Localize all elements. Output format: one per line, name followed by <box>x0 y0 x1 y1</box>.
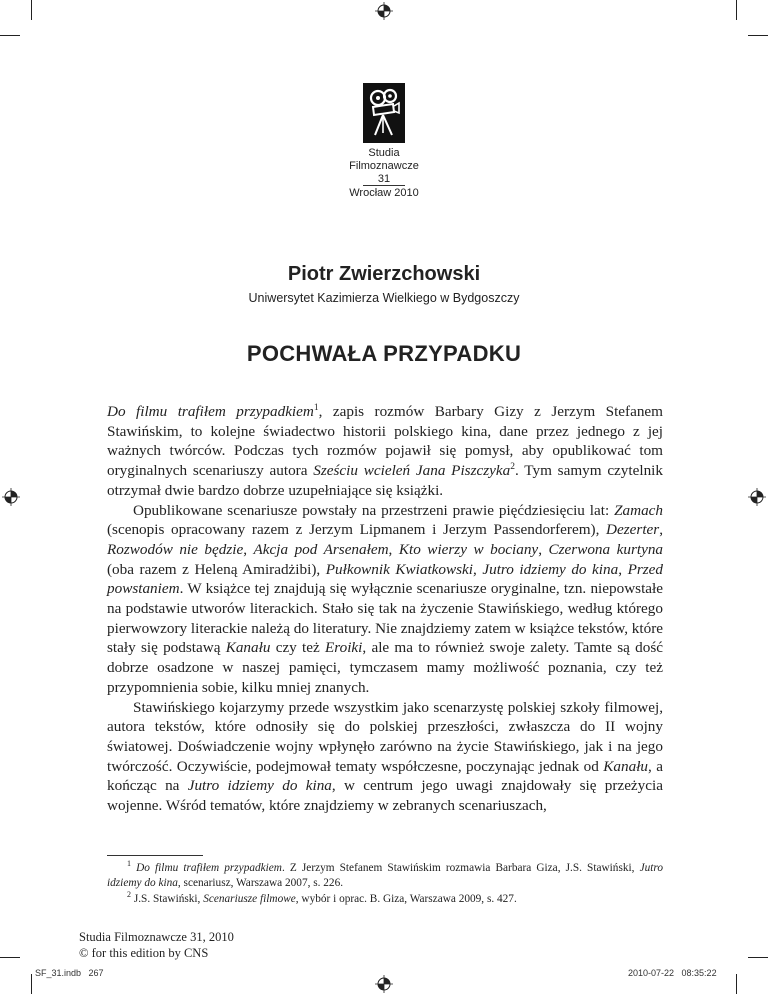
crop-mark-top-left-v <box>31 0 32 20</box>
volume-divider <box>363 185 405 186</box>
text-run: , a kończąc na <box>107 757 663 795</box>
text-run: , <box>243 540 254 558</box>
registration-mark-left-icon <box>2 488 20 506</box>
text-run: czy też <box>270 639 325 657</box>
text-run: Stawińskiego kojarzymy przede wszystkim jako scenarzystę polskiej szkoły filmowej, autora tekstów, które odnosiły się do polskiej przeszłości, zwłaszcza do II wojny światowej. Doświadczenie wojny wpłynęło zarówno na życie Stawińskiego, jak i na jego twórczość. Oczywiście, podejmował tematy współczesne, poczynając jednak od <box>107 698 663 775</box>
text-run: , ale ma to również swoje zalety. Tamte są dość dobrze osadzone w naszej pamięci, tymczasem mamy możliwość poznania, czy też przypomnienia sobie, kilku mniej znanych. <box>107 639 663 696</box>
text-run: , w centrum jego uwagi znajdowały się przeżycia wojenne. Wśród tematów, które znajdziemy w zebranych scenariuszach, <box>107 777 663 815</box>
author-name: Piotr Zwierzchowski <box>287 263 481 285</box>
film-title: Jutro idziemy do kina <box>187 777 332 795</box>
text-run: , <box>659 521 663 539</box>
crop-mark-top-left-h <box>0 35 20 36</box>
film-camera-logo-icon <box>363 83 405 143</box>
book-title: Do filmu trafiłem przypadkiem <box>136 862 282 874</box>
crop-mark-bottom-left-h <box>0 957 20 958</box>
journal-place-year: Wrocław 2010 <box>349 187 419 199</box>
footnote-number: 2 <box>127 890 131 900</box>
film-title: Rozwodów nie będzie <box>107 540 244 558</box>
crop-mark-bottom-left-v <box>31 974 32 994</box>
article-title: POCHWAŁA PRZYPADKU <box>246 341 522 366</box>
journal-name-line2: Filmoznawcze <box>349 160 419 172</box>
text-run: , <box>388 540 399 558</box>
journal-name-line1: Studia <box>368 147 400 159</box>
paragraph-1 <box>107 402 663 501</box>
journal-volume: 31 <box>377 173 391 185</box>
author-affiliation: Uniwersytet Kazimierza Wielkiego w Bydgoszczy <box>248 291 520 305</box>
text-run: , wybór i oprac. B. Giza, Warszawa 2009, s. 427. <box>295 893 517 905</box>
film-title: Eroiki <box>325 639 363 657</box>
film-title: Kto wierzy w bociany <box>398 540 539 558</box>
text-run: . Z Jerzym Stefanem Stawińskim rozmawia Barbara Giza, J.S. Stawiński, <box>281 862 640 874</box>
footnote-divider <box>107 855 203 856</box>
text-run: . W książce tej znajdują się wyłącznie scenariusze oryginalne, tzn. niepowstałe na podstawie utworów literackich. Stało się tak na życzenie Stawińskiego, według którego pierwowzory literackie należą do literatury. Nie znajdziemy zatem w książce tekstów, które stały się podstawą <box>107 580 663 657</box>
crop-mark-bottom-right-v <box>736 974 737 994</box>
film-title: Kanału <box>225 639 271 657</box>
crop-mark-top-right-v <box>736 0 737 20</box>
text-run: J.S. Stawiński, <box>133 893 204 905</box>
registration-mark-top-icon <box>375 2 393 20</box>
footnote-1 <box>107 861 663 891</box>
text-run: (scenopis opracowany razem z Jerzym Lipmanem i Jerzym Passendorferem), <box>107 521 607 539</box>
slug-file: SF_31.indb 267 <box>35 968 104 978</box>
article-body <box>107 402 663 816</box>
book-title: Jutro idziemy do kina <box>107 862 663 889</box>
footnote-2 <box>107 892 663 907</box>
text-run: , <box>618 560 628 578</box>
text-run: (oba razem z Heleną Amiradżibi), <box>107 560 326 578</box>
film-title: Kanału <box>603 757 649 775</box>
film-title: Zamach <box>614 501 663 519</box>
paragraph-3 <box>107 698 663 816</box>
footnote-number: 1 <box>127 859 131 869</box>
text-run: , <box>538 540 549 558</box>
text-run: , zapis rozmów Barbary Gizy z Jerzym Stefanem Stawińskim, to kolejne świadectwo historii polskiego kina, dane przez jednego z jej ważnych twórców. Podczas tych rozmów pojawił się pomysł, aby opublikować tom oryginalnych scenariuszy autora <box>107 403 663 480</box>
crop-mark-top-right-h <box>748 35 768 36</box>
text-run: , scenariusz, Warszawa 2007, s. 226. <box>177 877 344 889</box>
text-run: , <box>473 560 483 578</box>
footnote-ref[interactable]: 1 <box>313 402 319 413</box>
book-title: Sześciu wcieleń Jana Piszczyka <box>313 462 511 480</box>
film-title: Akcja pod Arsenałem <box>253 540 389 558</box>
book-title: Scenariusze filmowe <box>203 893 296 905</box>
film-title: Przed powstaniem <box>107 560 663 598</box>
film-title: Czerwona kurtyna <box>548 540 664 558</box>
text-run: . Tym samym czytelnik otrzymał dwie bardzo dobrze uzupełniające się książki. <box>107 462 663 499</box>
footnote-ref[interactable]: 2 <box>510 462 515 473</box>
film-title: Jutro idziemy do kina <box>482 560 619 578</box>
film-title: Pułkownik Kwiatkowski <box>325 560 474 578</box>
book-title: Do filmu trafiłem przypadkiem <box>107 403 314 420</box>
registration-mark-bottom-icon <box>375 975 393 993</box>
publisher-line1: Studia Filmoznawcze 31, 2010 <box>79 930 234 944</box>
registration-mark-right-icon <box>748 488 766 506</box>
paragraph-2 <box>107 501 663 698</box>
text-run: Opublikowane scenariusze powstały na przestrzeni prawie pięćdziesięciu lat: <box>133 501 615 519</box>
publisher-line2: © for this edition by CNS <box>79 946 209 960</box>
crop-mark-bottom-right-h <box>748 957 768 958</box>
slug-datetime: 2010-07-22 08:35:22 <box>628 968 717 978</box>
film-title: Dezerter <box>606 521 660 539</box>
